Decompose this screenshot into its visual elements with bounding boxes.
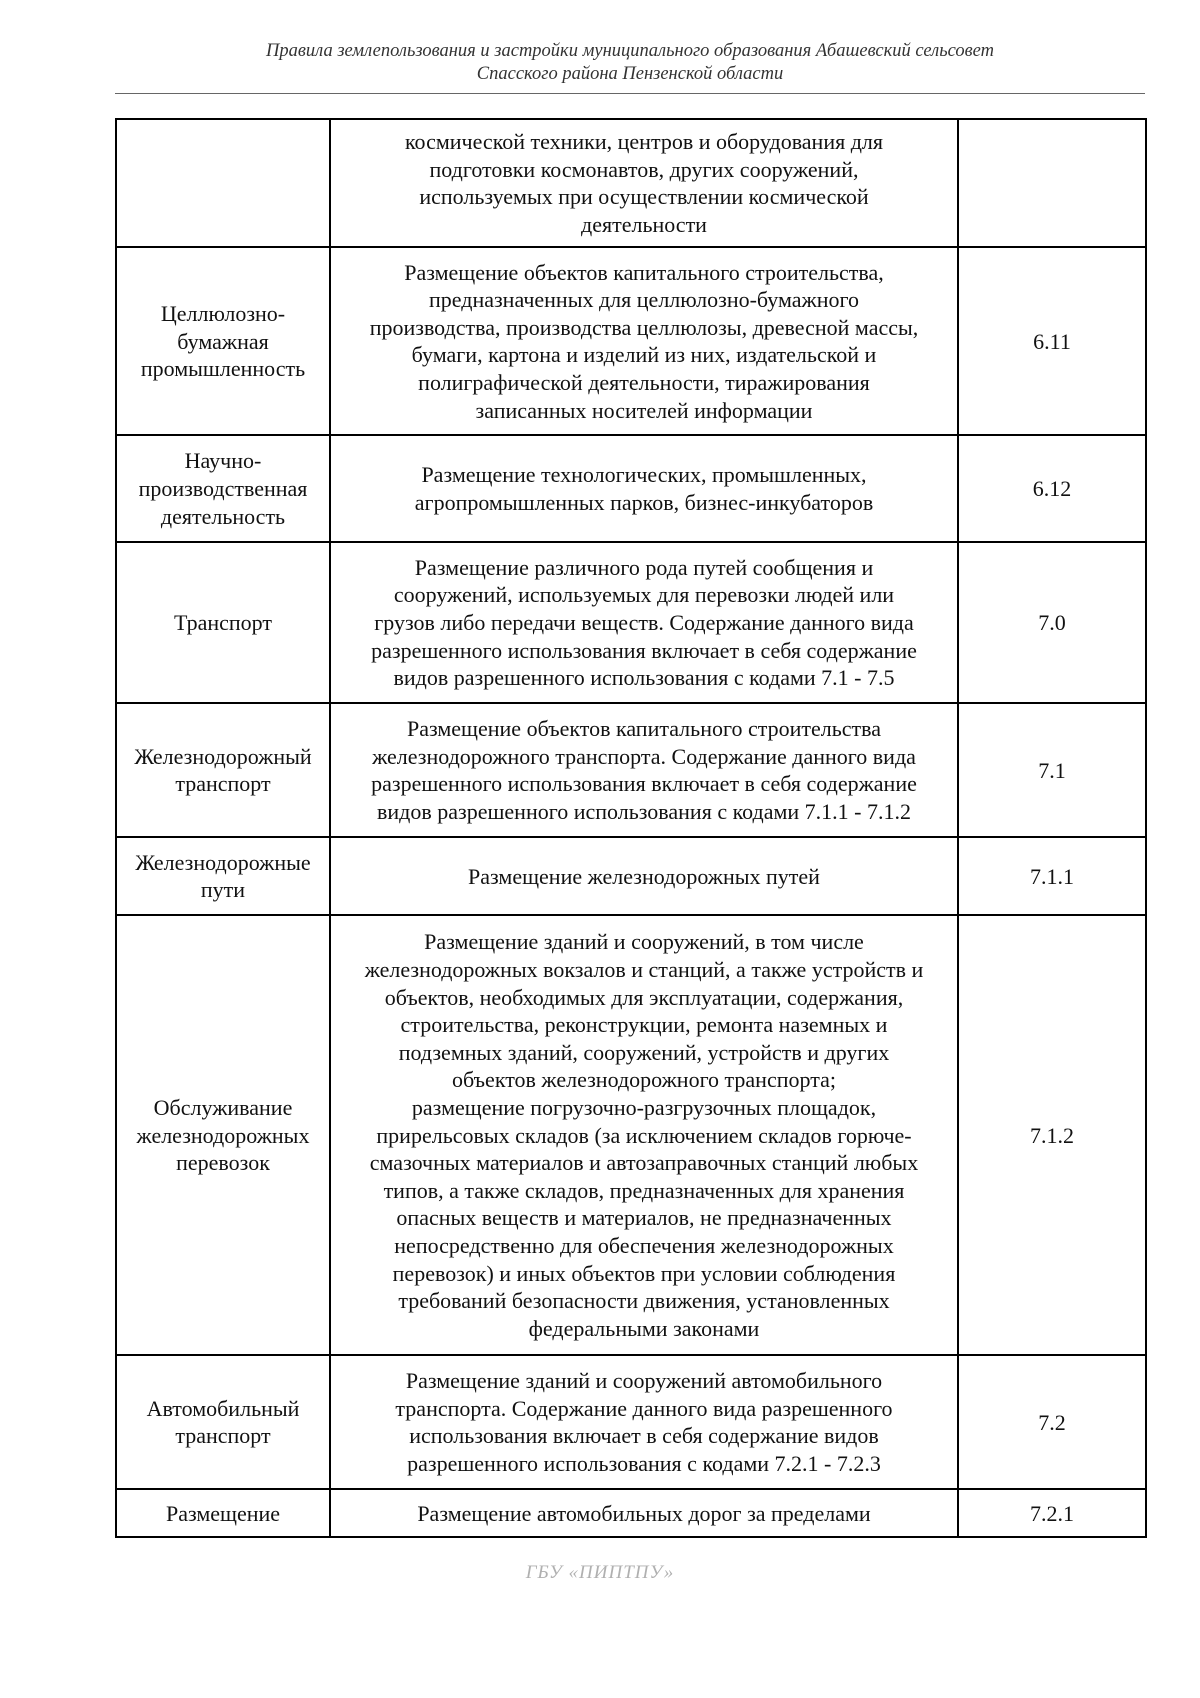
document-header xyxy=(115,40,1145,86)
use-name-cell: Целлюлозно- бумажная промышленность xyxy=(116,247,330,435)
use-description-cell: Размещение различного рода путей сообщения и сооружений, используемых для перевозки людей или грузов либо передачи веществ. Содержание данного вида разрешенного использования включает в себя содержание видов разрешенного использования с кодами 7.1 - 7.5 xyxy=(330,542,958,703)
use-description-cell: Размещение автомобильных дорог за пределами xyxy=(330,1489,958,1537)
table-row xyxy=(116,703,1146,837)
use-description-cell: Размещение объектов капитального строительства, предназначенных для целлюлозно-бумажного производства, производства целлюлозы, древесной массы, бумаги, картона и изделий из них, издательской и полиграфической деятельности, тиражирования записанных носителей информации xyxy=(330,247,958,435)
use-description-cell: Размещение железнодорожных путей xyxy=(330,837,958,915)
use-name-cell xyxy=(116,119,330,247)
header-divider xyxy=(115,93,1145,94)
use-code-cell: 7.2.1 xyxy=(958,1489,1146,1537)
use-name-cell: Научно- производственная деятельность xyxy=(116,435,330,542)
use-code-cell: 7.1.1 xyxy=(958,837,1146,915)
use-code-cell: 6.12 xyxy=(958,435,1146,542)
use-description-cell: Размещение зданий и сооружений, в том числе железнодорожных вокзалов и станций, а также устройств и объектов, необходимых для эксплуатации, содержания, строительства, реконструкции, ремонта наземных и подземных зданий, сооружений, устройств и других объектов железнодорожного транспорта; размещение погрузочно-разгрузочных площадок, прирельсовых складов (за исключением складов горюче- смазочных материалов и автозаправочных станций любых типов, а также складов, предназначенных для хранения опасных веществ и материалов, не предназначенных непосредственно для обеспечения железнодорожных перевозок) и иных объектов при условии соблюдения требований безопасности движения, установленных федеральными законами xyxy=(330,915,958,1355)
use-name-cell: Железнодорожные пути xyxy=(116,837,330,915)
use-code-cell xyxy=(958,119,1146,247)
use-code-cell: 7.1 xyxy=(958,703,1146,837)
use-name-cell: Обслуживание железнодорожных перевозок xyxy=(116,915,330,1355)
use-name-cell: Размещение xyxy=(116,1489,330,1537)
use-description-cell: космической техники, центров и оборудования для подготовки космонавтов, других сооружений, используемых при осуществлении космической деятельности xyxy=(330,119,958,247)
table-row xyxy=(116,247,1146,435)
use-name-cell: Автомобильный транспорт xyxy=(116,1355,330,1489)
use-code-cell: 6.11 xyxy=(958,247,1146,435)
use-description-cell: Размещение технологических, промышленных, агропромышленных парков, бизнес-инкубаторов xyxy=(330,435,958,542)
table-row xyxy=(116,837,1146,915)
use-name-cell: Транспорт xyxy=(116,542,330,703)
use-description-cell: Размещение объектов капитального строительства железнодорожного транспорта. Содержание данного вида разрешенного использования включает в себя содержание видов разрешенного использования с кодами 7.1.1 - 7.1.2 xyxy=(330,703,958,837)
table-row xyxy=(116,1489,1146,1537)
table-row xyxy=(116,542,1146,703)
footer-watermark: ГБУ «ПИПТПУ» xyxy=(525,1562,675,1583)
table-row xyxy=(116,119,1146,247)
use-code-cell: 7.0 xyxy=(958,542,1146,703)
use-code-cell: 7.1.2 xyxy=(958,915,1146,1355)
use-name-cell: Железнодорожный транспорт xyxy=(116,703,330,837)
use-code-cell: 7.2 xyxy=(958,1355,1146,1489)
use-description-cell: Размещение зданий и сооружений автомобильного транспорта. Содержание данного вида разрешенного использования включает в себя содержание видов разрешенного использования с кодами 7.2.1 - 7.2.3 xyxy=(330,1355,958,1489)
table-row xyxy=(116,915,1146,1355)
header-line-1: Правила землепользования и застройки муниципального образования Абашевский сельсовет xyxy=(266,41,994,61)
table-row xyxy=(116,435,1146,542)
table-row xyxy=(116,1355,1146,1489)
header-line-2: Спасского района Пензенской области xyxy=(476,64,784,84)
land-use-table xyxy=(115,118,1147,1538)
